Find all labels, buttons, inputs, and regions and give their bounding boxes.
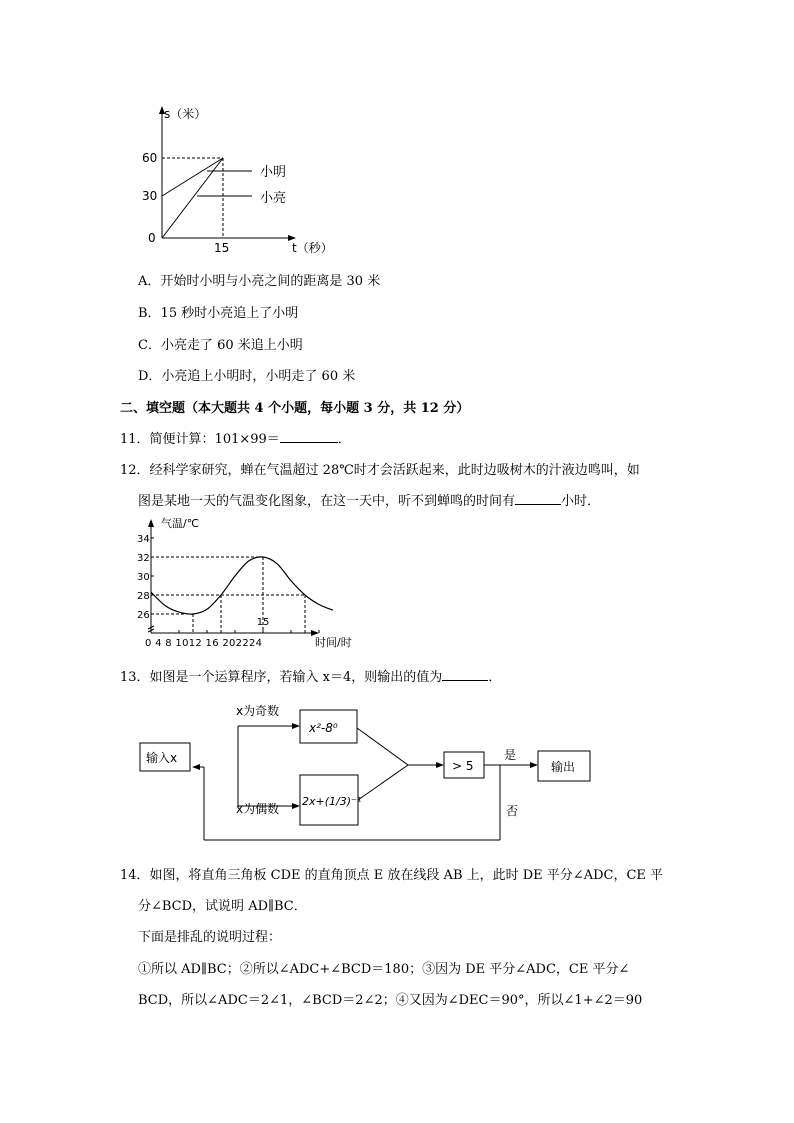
q13-answer-blank	[442, 668, 488, 681]
y-tick-0: 0	[148, 231, 156, 245]
section-title: 二、填空题（本大题共 4 个小题，每小题 3 分，共 12 分）	[120, 401, 470, 416]
y-tick-label: 30	[137, 572, 150, 583]
x-tick-labels: 0 4 8 1012 16 202224	[145, 638, 263, 649]
option-a: A．开始时小明与小亮之间的距离是 30 米	[138, 274, 381, 289]
flowchart	[130, 695, 610, 855]
odd-expr: x²-8⁰	[309, 721, 338, 735]
q14-line1: 14．如图，将直角三角板 CDE 的直角顶点 E 放在线段 AB 上，此时 DE 平分∠ADC，CE 平	[120, 868, 664, 883]
y-tick-label: 34	[137, 534, 150, 545]
question-13	[120, 666, 501, 685]
q14-line5: BCD，所以∠ADC＝2∠1，∠BCD＝2∠2；④又因为∠DEC＝90°，所以∠1+∠2＝90	[138, 993, 643, 1008]
q12-answer-blank	[515, 492, 561, 505]
q14-line2: 分∠BCD，试说明 AD∥BC．	[138, 899, 307, 914]
q11-end: ．	[337, 432, 351, 447]
q12-line2	[138, 490, 600, 509]
q12-line2-end: 小时．	[561, 494, 601, 509]
y-axis-arrow	[148, 519, 154, 527]
y-tick-label: 26	[137, 610, 150, 621]
question-11	[120, 428, 351, 447]
q12-line1: 12．经科学家研究，蝉在气温超过 28℃时才会活跃起来，此时边吸树木的汁液边鸣叫，如	[120, 463, 640, 478]
q12-line2-text: 图是某地一天的气温变化图象，在这一天中，听不到蝉鸣的时间有	[138, 494, 516, 509]
option-c: C．小亮走了 60 米追上小明	[138, 338, 303, 353]
option-d: D．小亮追上小明时，小明走了 60 米	[138, 369, 356, 384]
y-tick-label: 28	[137, 591, 150, 602]
yes-label: 是	[504, 748, 517, 762]
label-xiaoliang: 小亮	[260, 191, 287, 206]
no-label: 否	[506, 804, 519, 818]
temperature-curve	[151, 557, 333, 614]
distance-time-chart	[130, 100, 350, 260]
x-axis-label: 时间/时	[315, 636, 352, 649]
q11-text: 11．简便计算：101×99＝	[120, 432, 280, 447]
even-label: x为偶数	[236, 802, 280, 816]
line-xiaoliang	[162, 158, 223, 238]
y-tick-60: 60	[142, 151, 158, 165]
x-axis-label: t（秒）	[292, 241, 333, 255]
label-xiaoming: 小明	[260, 165, 287, 180]
option-b: B．15 秒时小亮追上了小明	[138, 306, 299, 321]
y-axis-label: 气温/℃	[161, 517, 200, 530]
input-label: 输入x	[146, 751, 178, 765]
compare-label: > 5	[452, 759, 474, 773]
temperature-chart	[135, 515, 375, 650]
line-xiaoming	[162, 158, 223, 196]
annotation-15: 15	[256, 617, 270, 628]
odd-label: x为奇数	[236, 704, 280, 718]
output-label: 输出	[551, 760, 576, 774]
even-expr: 2x+(1/3)⁻¹	[302, 795, 362, 808]
q13-end: ．	[488, 670, 502, 685]
y-axis-label: s（米）	[164, 107, 207, 121]
q14-line4: ①所以 AD∥BC；②所以∠ADC+∠BCD＝180；③因为 DE 平分∠ADC，CE 平分∠	[138, 962, 630, 977]
q13-text: 13．如图是一个运算程序，若输入 x＝4，则输出的值为	[120, 670, 443, 685]
y-tick-30: 30	[142, 189, 158, 203]
y-tick-label: 32	[137, 553, 150, 564]
x-tick-15: 15	[214, 241, 230, 255]
q14-line3: 下面是排乱的说明过程：	[138, 930, 282, 945]
q11-answer-blank	[280, 430, 338, 443]
